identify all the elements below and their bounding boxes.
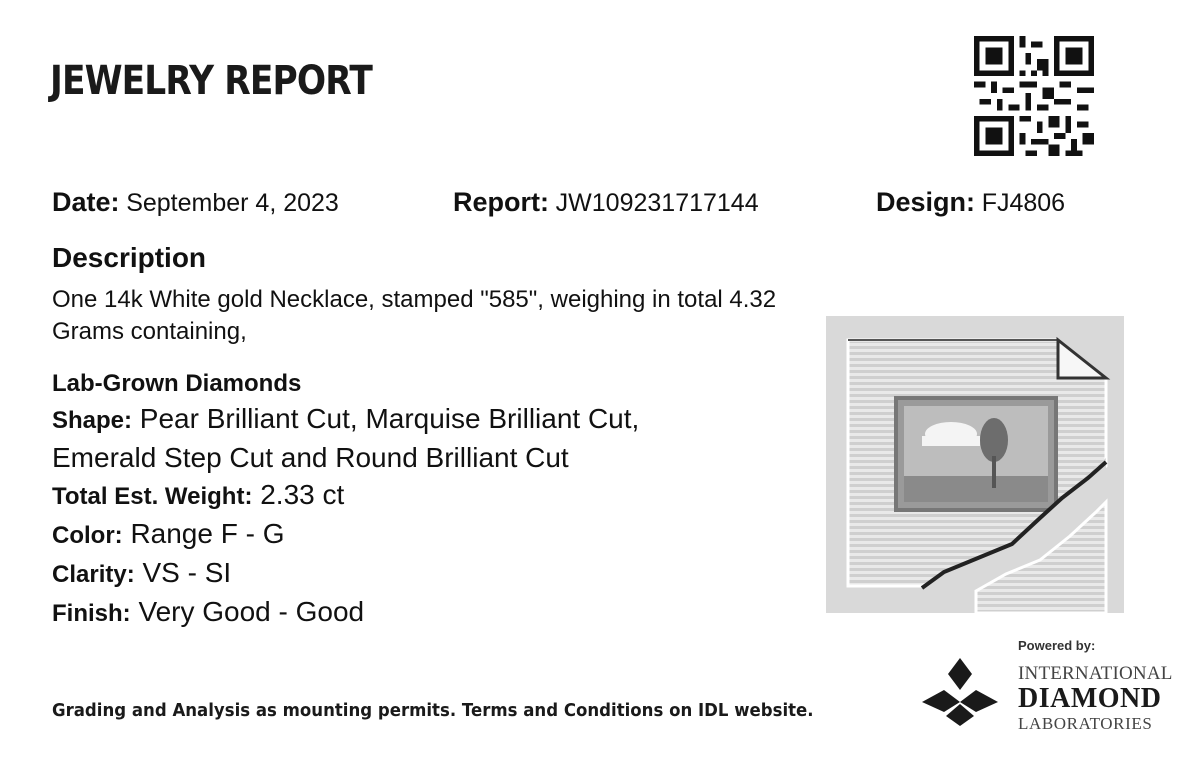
weight-value: 2.33 ct	[260, 479, 345, 510]
clarity-value: VS - SI	[142, 557, 232, 588]
design-number	[876, 187, 1065, 218]
color-label: Color:	[52, 522, 123, 549]
weight-label: Total Est. Weight:	[52, 483, 253, 510]
color-row	[52, 515, 672, 554]
idl-brand-name	[1018, 664, 1173, 732]
idl-diamond-logo-icon	[920, 656, 1000, 728]
color-value: Range F - G	[130, 518, 285, 549]
shape-row	[52, 400, 672, 476]
report-number	[453, 187, 759, 218]
footer-note: Grading and Analysis as mounting permits. Terms and Conditions on IDL website.	[52, 700, 814, 721]
stones-heading: Lab-Grown Diamonds	[52, 370, 302, 397]
design-value: FJ4806	[981, 189, 1066, 217]
description-heading: Description	[52, 242, 207, 273]
clarity-label: Clarity:	[52, 561, 135, 588]
brand-line-3: LABORATORIES	[1018, 714, 1153, 733]
description-text: One 14k White gold Necklace, stamped "585", weighing in total 4.32 Grams containing,	[52, 286, 777, 345]
qr-code-icon[interactable]	[974, 36, 1094, 156]
shape-label: Shape:	[52, 407, 133, 434]
report-value: JW109231717144	[555, 189, 759, 217]
brand-line-1: INTERNATIONAL	[1018, 663, 1173, 684]
finish-row	[52, 593, 672, 632]
report-label: Report:	[453, 187, 549, 217]
product-image-placeholder	[826, 316, 1124, 613]
stone-specs	[52, 368, 672, 632]
finish-value: Very Good - Good	[138, 596, 365, 627]
report-date	[52, 187, 339, 218]
brand-line-2: DIAMOND	[1018, 683, 1162, 714]
shape-value: Pear Brilliant Cut, Marquise Brilliant Cut, Emerald Step Cut and Round Brilliant Cut	[52, 403, 640, 473]
report-title: JEWELRY REPORT	[50, 58, 372, 104]
powered-by-label: Powered by:	[1018, 638, 1096, 653]
broken-image-icon	[826, 316, 1124, 613]
clarity-row	[52, 554, 672, 593]
weight-row	[52, 476, 672, 515]
date-value: September 4, 2023	[126, 189, 339, 217]
finish-label: Finish:	[52, 600, 131, 627]
design-label: Design:	[876, 187, 976, 217]
date-label: Date:	[52, 187, 120, 217]
